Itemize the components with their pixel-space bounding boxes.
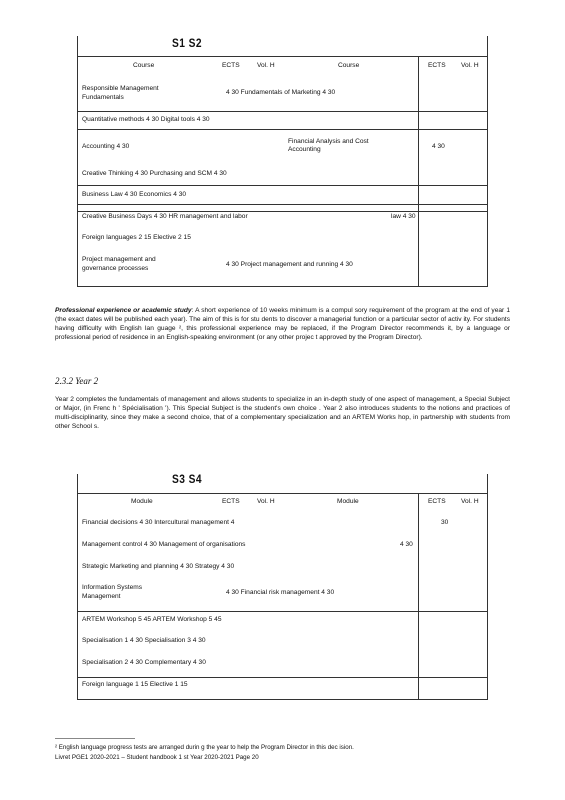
table1-bottom-line bbox=[77, 286, 488, 287]
table2-left-border bbox=[77, 474, 78, 700]
table1-row-8-left-2: governance processes bbox=[82, 265, 149, 272]
table2-row-6: Specialisation 1 4 30 Specialisation 3 4 30 bbox=[82, 637, 206, 644]
table2-row-2: Management control 4 30 Management of organisations bbox=[82, 541, 246, 548]
table1-row-line bbox=[77, 111, 488, 112]
professional-experience-paragraph bbox=[55, 306, 510, 342]
table1-row-5: Business Law 4 30 Economics 4 30 bbox=[82, 191, 187, 198]
table1-col-divider bbox=[418, 56, 419, 286]
table1-row-6-left: Creative Business Days 4 30 HR management and labor bbox=[82, 213, 248, 220]
table1-row-3-mid: Financial Analysis and Cost bbox=[288, 138, 369, 145]
table2-header-vol-right: Vol. H bbox=[461, 498, 479, 505]
table1-header-ects-left: ECTS bbox=[222, 62, 240, 69]
table1-row-6-mid: law 4 30 bbox=[391, 213, 416, 220]
table1-header-course-right: Course bbox=[338, 62, 360, 69]
table2-row-8: Foreign language 1 15 Elective 1 15 bbox=[82, 681, 188, 688]
table1-header-line bbox=[77, 56, 488, 57]
table1-left-border bbox=[77, 36, 78, 286]
table2-header-module-left: Module bbox=[131, 498, 153, 505]
table1-row-line bbox=[77, 185, 488, 186]
table1-row-8-left: Project management and bbox=[82, 256, 156, 263]
table1-row-3-mid-2: Accounting bbox=[288, 146, 321, 153]
table1-row-1-left: Responsible Management bbox=[82, 85, 159, 92]
table1-title: S1 S2 bbox=[172, 36, 202, 50]
table1-row-8-mid: 4 30 Project management and running 4 30 bbox=[226, 261, 353, 268]
table1-row-line bbox=[77, 129, 488, 130]
table2-row-1-right: 30 bbox=[441, 519, 449, 526]
table2-row-4-left: Information Systems bbox=[82, 584, 143, 591]
table1-row-2: Quantitative methods 4 30 Digital tools 4 30 bbox=[82, 116, 210, 123]
footnote: ² English language progress tests are arranged durin g the year to help the Program Director in this dec ision. bbox=[55, 744, 354, 751]
table1-row-1-left-2: Fundamentals bbox=[82, 94, 124, 101]
table2-bottom-line bbox=[77, 699, 488, 700]
table2-row-line bbox=[77, 677, 488, 678]
professional-experience-text: : A short experience of 10 weeks minimum is a compul sory requirement of the program at the end of year 1 (the exact dates will be published each year). The aim of this is for stu dents to discover a managerial function or a particular sector of activ ity. For students having difficulty with English lan guage ², this professional experience may be replaced, if the Program Director recommends it, by a language or professional period of residence in an English-speaking environment (or any other projec t approved by the Program Director). bbox=[55, 307, 510, 341]
table1-header-vol-right: Vol. H bbox=[461, 62, 479, 69]
footnote-separator bbox=[55, 738, 135, 739]
table1-row-1-mid: 4 30 Fundamentals of Marketing 4 30 bbox=[226, 89, 336, 96]
page-footer: Livret PGE1 2020-2021 – Student handbook 1 st Year 2020-2021 Page 20 bbox=[55, 754, 259, 761]
table2-row-5: ARTEM Workshop 5 45 ARTEM Workshop 5 45 bbox=[82, 616, 222, 623]
table1-row-3-left: Accounting 4 30 bbox=[82, 143, 130, 150]
table1-row-3-right: 4 30 bbox=[432, 143, 445, 150]
table1-row-4: Creative Thinking 4 30 Purchasing and SCM 4 30 bbox=[82, 170, 227, 177]
table2-title: S3 S4 bbox=[172, 472, 202, 486]
table2-row-7: Specialisation 2 4 30 Complementary 4 30 bbox=[82, 659, 206, 666]
section-heading-year-2: 2.3.2 Year 2 bbox=[55, 376, 99, 386]
table2-row-3: Strategic Marketing and planning 4 30 Strategy 4 30 bbox=[82, 563, 235, 570]
table1-row-line bbox=[77, 204, 488, 205]
table1-row-line bbox=[77, 211, 488, 212]
table2-row-4-left-2: Management bbox=[82, 593, 121, 600]
table2-row-line bbox=[77, 611, 488, 612]
table2-row-2-mid: 4 30 bbox=[400, 541, 413, 548]
table1-header-vol-left: Vol. H bbox=[257, 62, 275, 69]
table2-header-ects-left: ECTS bbox=[222, 498, 240, 505]
table2-right-border bbox=[487, 474, 488, 700]
table1-right-border bbox=[487, 36, 488, 286]
table2-header-line bbox=[77, 493, 488, 494]
table1-row-7: Foreign languages 2 15 Elective 2 15 bbox=[82, 234, 191, 241]
table1-header-ects-right: ECTS bbox=[428, 62, 446, 69]
table2-header-module-right: Module bbox=[337, 498, 359, 505]
table1-header-course-left: Course bbox=[133, 62, 155, 69]
year-2-paragraph: Year 2 completes the fundamentals of management and allows students to specialize in an in-depth study of one aspect of management, a Special Subject or Major, (in Frenc h ' Spécialisation '). This Special Subject is the student's own choice . Year 2 also introduces students to the notions and practices of multi-disciplinarity, since they make a second choice, that of a complementary specialization and an ARTEM Works hop, in partnership with students from other School s. bbox=[55, 396, 510, 430]
table2-row-4-mid: 4 30 Financial risk management 4 30 bbox=[226, 589, 335, 596]
table2-header-ects-right: ECTS bbox=[428, 498, 446, 505]
table2-header-vol-left: Vol. H bbox=[257, 498, 275, 505]
professional-experience-lead: Professional experience or academic study bbox=[55, 307, 192, 314]
table2-col-divider bbox=[418, 493, 419, 700]
table2-row-1: Financial decisions 4 30 Intercultural management 4 bbox=[82, 519, 235, 526]
